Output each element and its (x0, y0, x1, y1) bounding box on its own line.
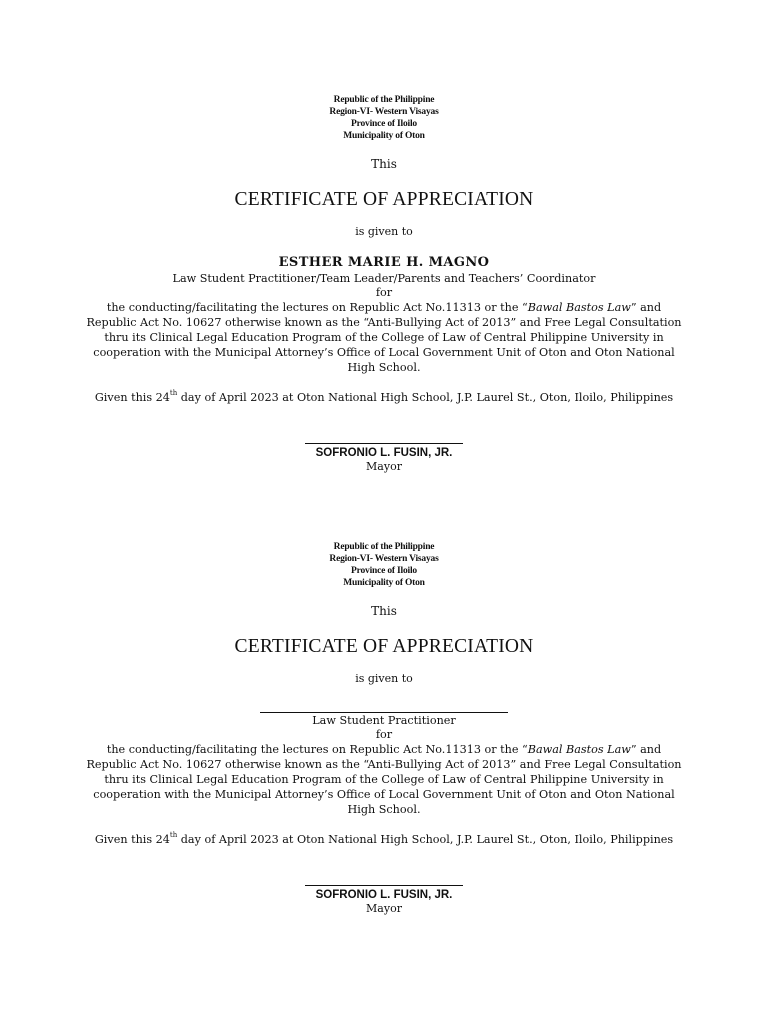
body-text-post: ” and Republic Act No. 10627 otherwise known as the “Anti-Bullying Act of 2013” and Free Legal Consultation thru its Clinical Legal Education Program of the College of Law of Central Philippine University in cooperation with the Municipal Attorney’s Office of Local Government Unit of Oton and Oton National High School. (86, 301, 682, 374)
date-line (0, 832, 768, 847)
header-line: Region-VI- Western Visayas (329, 107, 439, 117)
body-text-pre: the conducting/facilitating the lectures on Republic Act No.11313 or the “ (106, 301, 528, 314)
given-to-label: is given to (355, 225, 413, 238)
header-line: Municipality of Oton (343, 578, 425, 588)
body-text-post: ” and Republic Act No. 10627 otherwise known as the “Anti-Bullying Act of 2013” and Free Legal Consultation thru its Clinical Legal Education Program of the College of Law of Central Philippine University in cooperation with the Municipal Attorney’s Office of Local Government Unit of Oton and Oton National High School. (86, 743, 682, 816)
for-label: for (375, 728, 393, 741)
signer-title: Mayor (366, 460, 402, 473)
header-block (0, 541, 768, 589)
recipient-role: Law Student Practitioner (312, 714, 456, 727)
date-pre: Given this 24 (94, 833, 170, 846)
signature-line (305, 433, 463, 444)
date-line (0, 390, 768, 405)
date-pre: Given this 24 (94, 391, 170, 404)
recipient-name: ESTHER MARIE H. MAGNO (278, 255, 490, 270)
certificate-2 (0, 541, 768, 916)
signature-line (305, 875, 463, 886)
for-label: for (375, 286, 393, 299)
this-label: This (371, 157, 397, 171)
date-ordinal: th (169, 831, 178, 840)
header-line: Municipality of Oton (343, 131, 425, 141)
body-text-pre: the conducting/facilitating the lectures on Republic Act No.11313 or the “ (106, 743, 528, 756)
given-to-label: is given to (355, 672, 413, 685)
date-post: day of April 2023 at Oton National High School, J.P. Laurel St., Oton, Iloilo, Philippines (177, 391, 674, 404)
date-post: day of April 2023 at Oton National High School, J.P. Laurel St., Oton, Iloilo, Philippines (177, 833, 674, 846)
header-line: Province of Iloilo (351, 119, 417, 129)
body-text-italic: Bawal Bastos Law (527, 743, 631, 756)
signer-name: SOFRONIO L. FUSIN, JR. (315, 447, 453, 459)
recipient-role: Law Student Practitioner/Team Leader/Parents and Teachers’ Coordinator (172, 272, 596, 285)
this-label: This (371, 604, 397, 618)
certificate-body (84, 300, 684, 375)
header-line: Province of Iloilo (351, 566, 417, 576)
header-line: Republic of the Philippine (333, 542, 435, 552)
body-text-italic: Bawal Bastos Law (527, 301, 631, 314)
header-line: Republic of the Philippine (333, 95, 435, 105)
header-block (0, 94, 768, 142)
certificate-1 (0, 94, 768, 474)
signer-name: SOFRONIO L. FUSIN, JR. (315, 889, 453, 901)
date-ordinal: th (169, 389, 178, 398)
signer-title: Mayor (366, 902, 402, 915)
certificate-title: CERTIFICATE OF APPRECIATION (234, 189, 534, 210)
certificate-body (84, 742, 684, 817)
recipient-blank-line (260, 702, 508, 713)
certificate-title: CERTIFICATE OF APPRECIATION (234, 636, 534, 657)
header-line: Region-VI- Western Visayas (329, 554, 439, 564)
